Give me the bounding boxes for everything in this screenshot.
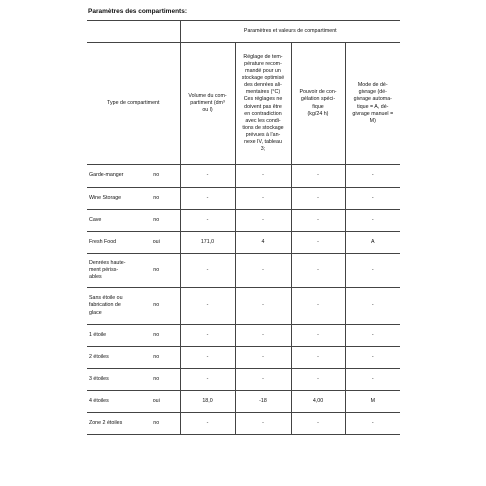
- compartment-present: no: [133, 325, 180, 347]
- temperature-value: -: [235, 325, 291, 347]
- volume-value: -: [180, 325, 235, 347]
- table-row: [87, 325, 400, 347]
- table-row: [87, 369, 400, 391]
- freezing-capacity-value: -: [291, 288, 345, 325]
- compartment-name: Zone 2 étoiles: [87, 413, 133, 435]
- temperature-column-header: Réglage de tem- pérature recom- mandé pour un stockage optimisé des denrées ali- mentaires (°C) Ces réglages ne doivent pas être en contradiction avec les condi- tions de stockage prévues à l'an- nexe IV, tableau 3;: [235, 43, 291, 165]
- temperature-value: -18: [235, 391, 291, 413]
- volume-value: -: [180, 254, 235, 288]
- temperature-value: -: [235, 165, 291, 188]
- compartment-name: 4 étoiles: [87, 391, 133, 413]
- compartment-present: no: [133, 165, 180, 188]
- page-title: Paramètres des compartiments:: [88, 8, 187, 15]
- table-row: [87, 288, 400, 325]
- volume-value: -: [180, 210, 235, 232]
- compartment-present: no: [133, 413, 180, 435]
- volume-value: -: [180, 347, 235, 369]
- defrost-mode-value: -: [345, 188, 400, 210]
- compartment-name: Cave: [87, 210, 133, 232]
- temperature-value: -: [235, 210, 291, 232]
- compartment-present: no: [133, 347, 180, 369]
- table-row: [87, 165, 400, 188]
- volume-value: -: [180, 288, 235, 325]
- params-group-header: Paramètres et valeurs de compartiment: [180, 21, 400, 43]
- freezing-capacity-value: -: [291, 347, 345, 369]
- table-row: [87, 232, 400, 254]
- compartment-name: 2 étoiles: [87, 347, 133, 369]
- temperature-value: -: [235, 254, 291, 288]
- defrost-mode-column-header: Mode de dé- givrage (dé- givrage automa- tique = A, dé- givrage manuel = M): [345, 43, 400, 165]
- defrost-mode-value: -: [345, 325, 400, 347]
- volume-value: -: [180, 369, 235, 391]
- type-column-header: Type de compartiment: [87, 43, 180, 165]
- defrost-mode-value: -: [345, 210, 400, 232]
- compartment-present: oui: [133, 232, 180, 254]
- defrost-mode-value: -: [345, 165, 400, 188]
- defrost-mode-value: A: [345, 232, 400, 254]
- volume-value: -: [180, 188, 235, 210]
- volume-column-header: Volume du com- partiment (dm³ ou l): [180, 43, 235, 165]
- compartment-name: 3 étoiles: [87, 369, 133, 391]
- table-row: [87, 413, 400, 435]
- header-row-2: [87, 43, 400, 165]
- compartment-name: Fresh Food: [87, 232, 133, 254]
- temperature-value: -: [235, 188, 291, 210]
- compartment-present: no: [133, 188, 180, 210]
- freezing-capacity-value: -: [291, 165, 345, 188]
- compartment-name: Wine Storage: [87, 188, 133, 210]
- freezing-capacity-column-header: Pouvoir de con- gélation spéci- fique (kg/24 h): [291, 43, 345, 165]
- temperature-value: -: [235, 288, 291, 325]
- temperature-value: -: [235, 347, 291, 369]
- freezing-capacity-value: -: [291, 325, 345, 347]
- table-row: [87, 347, 400, 369]
- compartment-present: no: [133, 369, 180, 391]
- volume-value: 18,0: [180, 391, 235, 413]
- table-row: [87, 188, 400, 210]
- table-row: [87, 391, 400, 413]
- freezing-capacity-value: 4,00: [291, 391, 345, 413]
- compartment-parameters-table: [87, 20, 400, 435]
- compartment-name: Garde-manger: [87, 165, 133, 188]
- freezing-capacity-value: -: [291, 188, 345, 210]
- header-row-1: [87, 21, 400, 43]
- defrost-mode-value: -: [345, 347, 400, 369]
- defrost-mode-value: -: [345, 413, 400, 435]
- freezing-capacity-value: -: [291, 413, 345, 435]
- table-row: [87, 210, 400, 232]
- compartment-name: Sans étoile ou fabrication de glace: [87, 288, 133, 325]
- compartment-present: oui: [133, 391, 180, 413]
- temperature-value: -: [235, 369, 291, 391]
- freezing-capacity-value: -: [291, 369, 345, 391]
- volume-value: -: [180, 165, 235, 188]
- compartment-present: no: [133, 288, 180, 325]
- compartment-name: 1 étoile: [87, 325, 133, 347]
- compartment-name: Denrées haute- ment périss- ables: [87, 254, 133, 288]
- table-row: [87, 254, 400, 288]
- freezing-capacity-value: -: [291, 232, 345, 254]
- freezing-capacity-value: -: [291, 210, 345, 232]
- volume-value: 171,0: [180, 232, 235, 254]
- temperature-value: -: [235, 413, 291, 435]
- freezing-capacity-value: -: [291, 254, 345, 288]
- temperature-value: 4: [235, 232, 291, 254]
- defrost-mode-value: -: [345, 369, 400, 391]
- compartment-present: no: [133, 210, 180, 232]
- compartment-present: no: [133, 254, 180, 288]
- defrost-mode-value: -: [345, 254, 400, 288]
- defrost-mode-value: -: [345, 288, 400, 325]
- defrost-mode-value: M: [345, 391, 400, 413]
- volume-value: -: [180, 413, 235, 435]
